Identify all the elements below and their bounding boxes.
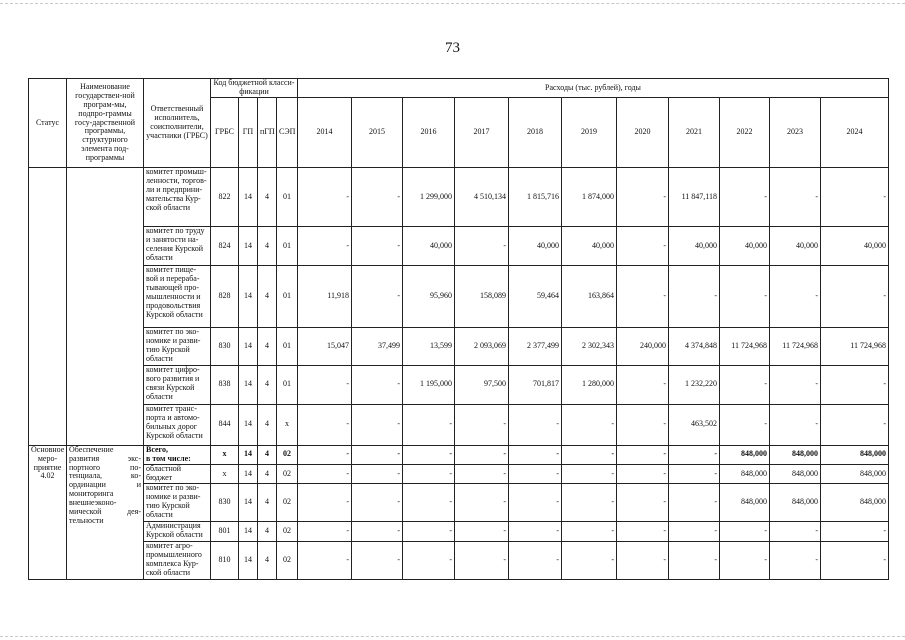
name-cell-empty <box>67 168 144 446</box>
value-2019: - <box>562 484 617 522</box>
total-label: Всего, <box>146 445 168 454</box>
value-2022: - <box>720 168 770 227</box>
value-2017: - <box>455 227 509 266</box>
sep-code: 01 <box>277 328 298 366</box>
value-2017: - <box>455 484 509 522</box>
value-2023: 11 724,968 <box>770 328 821 366</box>
gp-code: 14 <box>239 168 258 227</box>
value-2020: - <box>617 404 669 445</box>
value-2018: - <box>509 521 562 541</box>
table-row-total <box>29 445 889 464</box>
value-2023: 848,000 <box>770 445 821 464</box>
header-code-1: ГП <box>239 98 258 168</box>
header-code-2: пГП <box>258 98 277 168</box>
responsible-cell: областной бюджет <box>144 464 211 483</box>
pgp-code: 4 <box>258 328 277 366</box>
value-2024: 40,000 <box>821 227 889 266</box>
value-2024: 848,000 <box>821 464 889 483</box>
header-year-2016: 2016 <box>403 98 455 168</box>
value-2015: - <box>352 366 403 405</box>
gp-code: 14 <box>239 484 258 522</box>
value-2024: 848,000 <box>821 445 889 464</box>
value-2019: - <box>562 404 617 445</box>
sep-code: 02 <box>277 464 298 483</box>
value-2017: - <box>455 521 509 541</box>
value-2022: - <box>720 404 770 445</box>
value-2015: - <box>352 227 403 266</box>
value-2021: 40,000 <box>669 227 720 266</box>
value-2018: 40,000 <box>509 227 562 266</box>
header-year-2022: 2022 <box>720 98 770 168</box>
value-2024: 848,000 <box>821 484 889 522</box>
value-2016: 13,599 <box>403 328 455 366</box>
sep-code: 01 <box>277 265 298 327</box>
value-2015: - <box>352 521 403 541</box>
value-2023: - <box>770 404 821 445</box>
sep-code: x <box>277 404 298 445</box>
value-2017: - <box>455 464 509 483</box>
pgp-code: 4 <box>258 484 277 522</box>
value-2023: 848,000 <box>770 464 821 483</box>
header-status: Статус <box>29 79 67 168</box>
responsible-cell: комитет пище-вой и перераба-тывающей про-мышленности и продовольствия Курской области <box>144 265 211 327</box>
pgp-code: 4 <box>258 265 277 327</box>
value-2020: - <box>617 542 669 580</box>
header-year-2019: 2019 <box>562 98 617 168</box>
value-2014: 11,918 <box>298 265 352 327</box>
value-2020: - <box>617 366 669 405</box>
value-2015: - <box>352 404 403 445</box>
responsible-cell: комитет по эко-номике и разви-тию Курской области <box>144 328 211 366</box>
value-2016: - <box>403 445 455 464</box>
value-2014: - <box>298 484 352 522</box>
gp-code: 14 <box>239 521 258 541</box>
grbs-code: x <box>211 464 239 483</box>
value-2024: - <box>821 542 889 580</box>
responsible-cell: комитет агро-промышленного комплекса Кур-ской области <box>144 542 211 580</box>
value-2021: - <box>669 445 720 464</box>
value-2024: - <box>821 168 889 227</box>
value-2022: 848,000 <box>720 464 770 483</box>
pgp-code: 4 <box>258 227 277 266</box>
responsible-cell: комитет цифро-вого развития и связи Курской области <box>144 366 211 405</box>
header-year-2015: 2015 <box>352 98 403 168</box>
header-year-2020: 2020 <box>617 98 669 168</box>
value-2019: 163,864 <box>562 265 617 327</box>
value-2023: - <box>770 542 821 580</box>
value-2017: - <box>455 445 509 464</box>
value-2021: - <box>669 542 720 580</box>
grbs-code: 824 <box>211 227 239 266</box>
value-2019: 1 874,000 <box>562 168 617 227</box>
value-2020: - <box>617 168 669 227</box>
gp-code: 14 <box>239 404 258 445</box>
responsible-total-cell <box>144 445 211 464</box>
table-row <box>29 168 889 227</box>
value-2014: - <box>298 404 352 445</box>
value-2018: - <box>509 542 562 580</box>
grbs-code: 801 <box>211 521 239 541</box>
value-2016: - <box>403 464 455 483</box>
sep-code: 01 <box>277 227 298 266</box>
value-2021: 11 847,118 <box>669 168 720 227</box>
value-2014: - <box>298 542 352 580</box>
header-year-2021: 2021 <box>669 98 720 168</box>
value-2017: - <box>455 404 509 445</box>
table-row <box>29 404 889 445</box>
value-2024: - <box>821 265 889 327</box>
value-2022: - <box>720 366 770 405</box>
header-responsible: Ответственный исполнитель, соисполнители, участники (ГРБС) <box>144 79 211 168</box>
header-year-2024: 2024 <box>821 98 889 168</box>
pgp-code: 4 <box>258 366 277 405</box>
value-2023: 848,000 <box>770 484 821 522</box>
gp-code: 14 <box>239 366 258 405</box>
grbs-code: 810 <box>211 542 239 580</box>
value-2022: 848,000 <box>720 484 770 522</box>
table-row <box>29 328 889 366</box>
gp-code: 14 <box>239 265 258 327</box>
header-name: Наименование государствен-ной програм-мы, подпро-граммы госу-дарственной программы, структурного элемента под-программы <box>67 79 144 168</box>
grbs-code: 830 <box>211 328 239 366</box>
value-2019: - <box>562 521 617 541</box>
value-2017: 2 093,069 <box>455 328 509 366</box>
value-2020: 240,000 <box>617 328 669 366</box>
gp-code: 14 <box>239 227 258 266</box>
value-2018: 2 377,499 <box>509 328 562 366</box>
value-2017: 97,500 <box>455 366 509 405</box>
status-cell: Основное меро-приятие 4.02 <box>29 445 67 579</box>
value-2018: - <box>509 404 562 445</box>
total-sublabel: в том числе: <box>146 453 191 463</box>
value-2014: - <box>298 366 352 405</box>
header-code-group: Код бюджетной класси-фикации <box>211 79 298 98</box>
table-row <box>29 464 889 483</box>
value-2019: 1 280,000 <box>562 366 617 405</box>
grbs-code: 828 <box>211 265 239 327</box>
value-2015: - <box>352 445 403 464</box>
value-2017: - <box>455 542 509 580</box>
value-2024: 11 724,968 <box>821 328 889 366</box>
value-2019: - <box>562 464 617 483</box>
value-2016: - <box>403 484 455 522</box>
value-2020: - <box>617 521 669 541</box>
value-2018: - <box>509 445 562 464</box>
value-2022: - <box>720 521 770 541</box>
value-2018: - <box>509 464 562 483</box>
value-2018: 701,817 <box>509 366 562 405</box>
value-2016: 1 299,000 <box>403 168 455 227</box>
table-row <box>29 227 889 266</box>
value-2023: - <box>770 366 821 405</box>
value-2018: 59,464 <box>509 265 562 327</box>
responsible-cell: комитет транс-порта и автомо-бильных дорог Курской области <box>144 404 211 445</box>
grbs-code: 822 <box>211 168 239 227</box>
pgp-code: 4 <box>258 521 277 541</box>
value-2020: - <box>617 227 669 266</box>
header-code-0: ГРБС <box>211 98 239 168</box>
budget-table <box>28 78 889 580</box>
pgp-code: 4 <box>258 168 277 227</box>
value-2019: 40,000 <box>562 227 617 266</box>
pgp-code: 4 <box>258 404 277 445</box>
value-2016: - <box>403 404 455 445</box>
grbs-code: 838 <box>211 366 239 405</box>
header-year-2017: 2017 <box>455 98 509 168</box>
grbs-code: 830 <box>211 484 239 522</box>
value-2021: 1 232,220 <box>669 366 720 405</box>
sep-code: 02 <box>277 542 298 580</box>
header-expenses: Расходы (тыс. рублей), годы <box>298 79 889 98</box>
value-2019: 2 302,343 <box>562 328 617 366</box>
gp-code: 14 <box>239 464 258 483</box>
pgp-code: 4 <box>258 542 277 580</box>
value-2015: - <box>352 265 403 327</box>
value-2016: - <box>403 521 455 541</box>
value-2021: - <box>669 521 720 541</box>
sep-code: 01 <box>277 366 298 405</box>
header-code-3: СЭП <box>277 98 298 168</box>
value-2017: 158,089 <box>455 265 509 327</box>
value-2015: - <box>352 464 403 483</box>
value-2020: - <box>617 484 669 522</box>
value-2021: - <box>669 464 720 483</box>
value-2014: - <box>298 521 352 541</box>
value-2018: 1 815,716 <box>509 168 562 227</box>
table-row <box>29 484 889 522</box>
gp-code: 14 <box>239 445 258 464</box>
value-2022: 848,000 <box>720 445 770 464</box>
value-2015: - <box>352 542 403 580</box>
page-number: 73 <box>445 40 460 56</box>
value-2016: 1 195,000 <box>403 366 455 405</box>
scan-bottom-edge <box>0 636 905 637</box>
value-2023: 40,000 <box>770 227 821 266</box>
value-2014: - <box>298 445 352 464</box>
gp-code: 14 <box>239 328 258 366</box>
grbs-code: x <box>211 445 239 464</box>
value-2014: 15,047 <box>298 328 352 366</box>
value-2016: 95,960 <box>403 265 455 327</box>
value-2023: - <box>770 168 821 227</box>
value-2015: 37,499 <box>352 328 403 366</box>
responsible-cell: комитет по эко-номике и разви-тию Курской области <box>144 484 211 522</box>
value-2016: - <box>403 542 455 580</box>
header-year-2023: 2023 <box>770 98 821 168</box>
header-year-2018: 2018 <box>509 98 562 168</box>
value-2021: - <box>669 484 720 522</box>
name-cell: Обеспечение развития экс-портного по-тенциала, ко-ординации и мониторинга внешнеэконо-мической дея-тельности <box>67 445 144 579</box>
value-2022: 40,000 <box>720 227 770 266</box>
sep-code: 02 <box>277 445 298 464</box>
responsible-cell: комитет промыш-ленности, торгов-ли и предприни-мательства Кур-ской области <box>144 168 211 227</box>
value-2024: - <box>821 521 889 541</box>
sep-code: 02 <box>277 484 298 522</box>
table-row <box>29 366 889 405</box>
pgp-code: 4 <box>258 464 277 483</box>
value-2020: - <box>617 464 669 483</box>
table-row <box>29 265 889 327</box>
grbs-code: 844 <box>211 404 239 445</box>
value-2017: 4 510,134 <box>455 168 509 227</box>
responsible-cell: Администрация Курской области <box>144 521 211 541</box>
value-2018: - <box>509 484 562 522</box>
value-2014: - <box>298 168 352 227</box>
gp-code: 14 <box>239 542 258 580</box>
scan-top-edge <box>0 3 905 4</box>
value-2024: - <box>821 366 889 405</box>
value-2015: - <box>352 484 403 522</box>
value-2014: - <box>298 227 352 266</box>
value-2015: - <box>352 168 403 227</box>
value-2022: - <box>720 542 770 580</box>
value-2014: - <box>298 464 352 483</box>
table-row <box>29 521 889 541</box>
value-2021: 4 374,848 <box>669 328 720 366</box>
value-2023: - <box>770 521 821 541</box>
value-2020: - <box>617 265 669 327</box>
value-2023: - <box>770 265 821 327</box>
pgp-code: 4 <box>258 445 277 464</box>
value-2024: - <box>821 404 889 445</box>
value-2021: - <box>669 265 720 327</box>
table-row <box>29 542 889 580</box>
value-2019: - <box>562 445 617 464</box>
sep-code: 02 <box>277 521 298 541</box>
value-2021: 463,502 <box>669 404 720 445</box>
value-2020: - <box>617 445 669 464</box>
value-2019: - <box>562 542 617 580</box>
responsible-cell: комитет по труду и занятости на-селения Курской области <box>144 227 211 266</box>
value-2022: - <box>720 265 770 327</box>
value-2022: 11 724,968 <box>720 328 770 366</box>
value-2016: 40,000 <box>403 227 455 266</box>
header-year-2014: 2014 <box>298 98 352 168</box>
sep-code: 01 <box>277 168 298 227</box>
status-cell-empty <box>29 168 67 446</box>
